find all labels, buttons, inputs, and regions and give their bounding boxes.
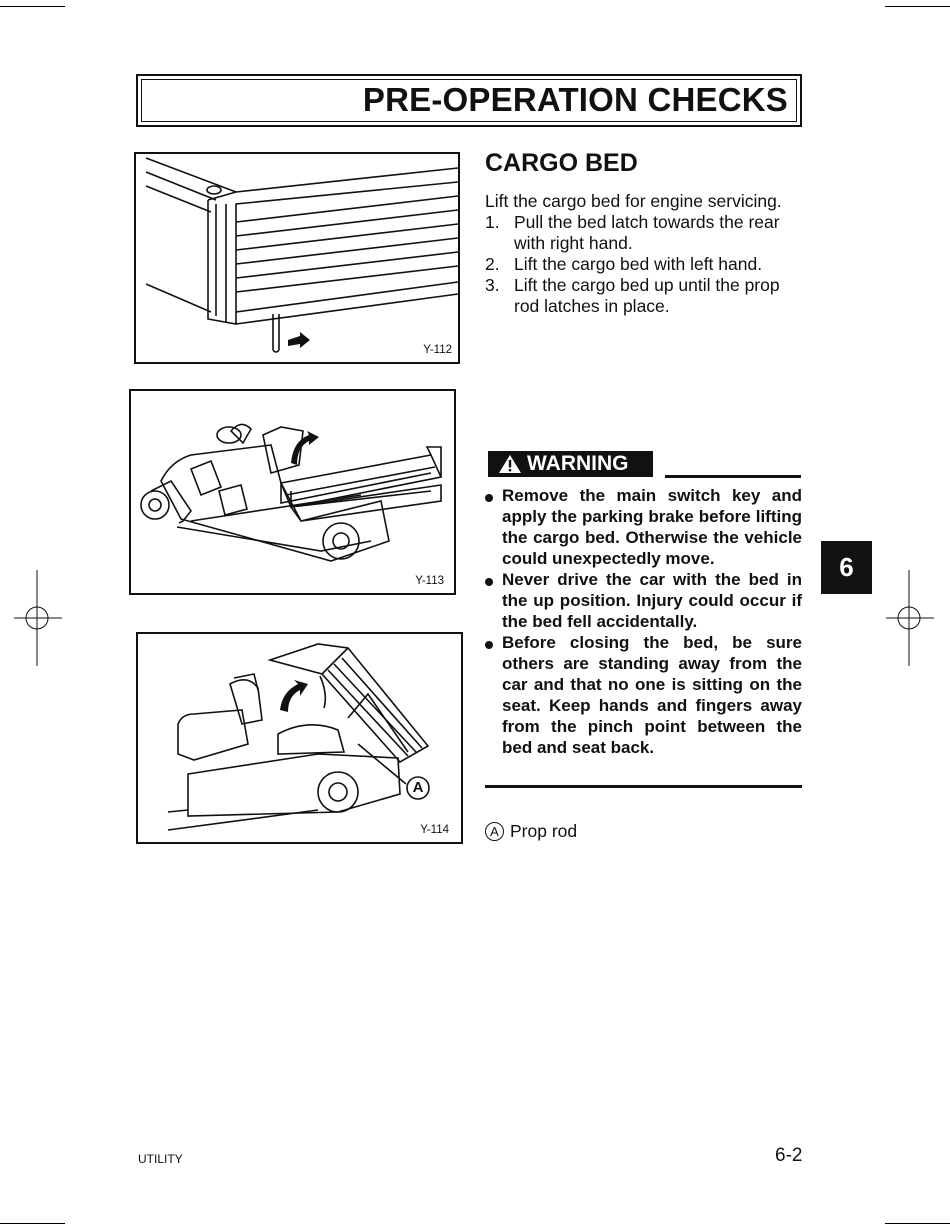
warning-badge — [488, 451, 653, 477]
step-item — [485, 254, 805, 275]
page-number: 6-2 — [775, 1145, 803, 1166]
crop-mark — [0, 6, 65, 7]
warning-item — [485, 632, 802, 758]
step-item — [485, 212, 805, 254]
warning-label: WARNING — [527, 452, 629, 475]
bullet-icon — [485, 494, 493, 502]
step-item — [485, 275, 805, 317]
warning-rule-bottom — [485, 785, 802, 788]
step-text: Lift the cargo bed up until the prop rod latches in place. — [514, 275, 780, 316]
chapter-tab: 6 — [821, 541, 872, 594]
warning-item — [485, 569, 802, 632]
footer-section: UTILITY — [138, 1152, 183, 1166]
figure-cart-bed-raised — [136, 632, 463, 844]
warning-item — [485, 485, 802, 569]
cart-lift-illustration — [131, 391, 454, 593]
warning-icon — [498, 454, 522, 474]
page-title: PRE-OPERATION CHECKS — [362, 81, 788, 118]
figure-legend — [485, 821, 577, 842]
crop-mark — [0, 1223, 65, 1224]
bullet-icon — [485, 578, 493, 586]
cart-raised-illustration — [138, 634, 461, 842]
step-number: 1. — [485, 212, 500, 232]
figure-bed-latch — [134, 152, 460, 364]
steps-list — [485, 212, 805, 317]
registration-mark-right — [882, 570, 938, 666]
figure-cart-lifting — [129, 389, 456, 595]
warning-text: Before closing the bed, be sure others are standing away from the car and that no one is sitting on the seat. Keep hands and fingers away from the pinch point between the bed and seat back. — [502, 633, 802, 757]
step-text: Lift the cargo bed with left hand. — [514, 254, 763, 274]
legend-text: Prop rod — [510, 821, 578, 841]
latch-illustration — [136, 154, 458, 362]
warning-text: Never drive the car with the bed in the up position. Injury could occur if the bed fell accidentally. — [502, 570, 802, 631]
warning-list — [485, 485, 802, 758]
crop-mark — [885, 1223, 950, 1224]
section-title: CARGO BED — [485, 149, 638, 177]
step-text: Pull the bed latch towards the rear with right hand. — [514, 212, 780, 253]
legend-marker: A — [485, 822, 504, 841]
bullet-icon — [485, 641, 493, 649]
section-intro: Lift the cargo bed for engine servicing. — [485, 191, 782, 211]
figure-label: Y-112 — [423, 344, 452, 356]
figure-label: Y-113 — [415, 575, 444, 587]
crop-mark — [885, 6, 950, 7]
warning-text: Remove the main switch key and apply the parking brake before lifting the cargo bed. Otherwise the vehicle could unexpectedly move. — [502, 486, 802, 568]
callout-a-label: A — [412, 779, 424, 796]
registration-mark-left — [10, 570, 66, 666]
step-number: 2. — [485, 254, 500, 274]
warning-rule-top — [665, 475, 801, 478]
step-number: 3. — [485, 275, 500, 295]
page-header — [136, 74, 802, 127]
figure-label: Y-114 — [420, 824, 449, 836]
